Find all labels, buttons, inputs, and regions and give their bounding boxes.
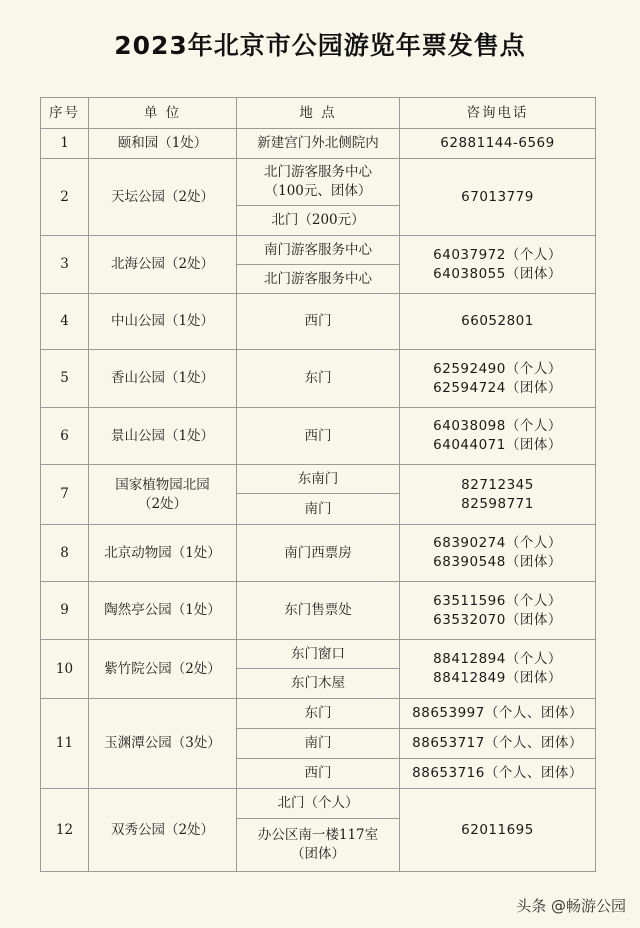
row-location: 南门游客服务中心 — [237, 236, 400, 265]
row-unit: 双秀公园（2处） — [89, 789, 237, 872]
location-line: （100元、团体） — [264, 183, 372, 199]
row-phone: 67013779 — [400, 159, 596, 236]
row-location: 东门窗口 — [237, 640, 400, 669]
row-unit: 香山公园（1处） — [89, 350, 237, 408]
header-seq: 序号 — [41, 98, 89, 129]
row-seq: 4 — [41, 294, 89, 350]
ticket-outlets-table — [40, 97, 596, 872]
row-phone: 88653997（个人、团体） — [400, 699, 596, 729]
row-seq: 5 — [41, 350, 89, 408]
row-unit: 北海公园（2处） — [89, 236, 237, 294]
phone-line: 68390548（团体） — [433, 554, 562, 570]
row-phone — [400, 640, 596, 699]
row-seq: 8 — [41, 525, 89, 582]
phone-line: 68390274（个人） — [433, 535, 562, 551]
table-row — [41, 236, 596, 265]
location-line: （团体） — [291, 846, 345, 862]
phone-line: 64038055（团体） — [433, 265, 562, 282]
row-phone: 62011695 — [400, 789, 596, 872]
row-location — [237, 159, 400, 206]
row-unit: 天坛公园（2处） — [89, 159, 237, 236]
header-unit: 单 位 — [89, 98, 237, 129]
phone-line: 62592490（个人） — [433, 360, 562, 377]
phone-line: 88412894（个人） — [433, 651, 562, 667]
row-location: 新建宫门外北侧院内 — [237, 129, 400, 159]
row-location: 北门（个人） — [237, 789, 400, 819]
phone-line: 82598771 — [461, 495, 534, 512]
table-row — [41, 294, 596, 350]
phone-line: 64037972（个人） — [433, 246, 562, 263]
location-line: 办公区南一楼117室 — [257, 827, 379, 843]
row-location: 东南门 — [237, 465, 400, 494]
row-seq: 10 — [41, 640, 89, 699]
row-seq: 12 — [41, 789, 89, 872]
row-phone — [400, 408, 596, 465]
page-title: 2023年北京市公园游览年票发售点 — [114, 31, 526, 60]
row-location: 南门 — [237, 729, 400, 759]
table-row — [41, 699, 596, 729]
row-seq: 2 — [41, 159, 89, 236]
row-seq: 1 — [41, 129, 89, 159]
phone-line: 63532070（团体） — [433, 611, 562, 628]
row-location: 南门西票房 — [237, 525, 400, 582]
row-unit: 陶然亭公园（1处） — [89, 582, 237, 640]
row-unit: 景山公园（1处） — [89, 408, 237, 465]
row-unit: 中山公园（1处） — [89, 294, 237, 350]
row-location: 南门 — [237, 494, 400, 525]
table-row — [41, 789, 596, 819]
row-seq: 3 — [41, 236, 89, 294]
table-row — [41, 582, 596, 640]
phone-line: 63511596（个人） — [433, 592, 562, 609]
row-unit: 紫竹院公园（2处） — [89, 640, 237, 699]
table-header-row — [41, 98, 596, 129]
watermark: 头条 @畅游公园 — [516, 897, 626, 915]
row-location: 东门 — [237, 350, 400, 408]
phone-line: 88412849（团体） — [433, 670, 562, 686]
row-location: 西门 — [237, 759, 400, 789]
phone-line: 82712345 — [461, 476, 534, 493]
row-phone: 88653717（个人、团体） — [400, 729, 596, 759]
location-line: 北门游客服务中心 — [264, 164, 372, 180]
phone-line: 64044071（团体） — [433, 437, 562, 453]
row-location: 北门游客服务中心 — [237, 265, 400, 294]
table-row — [41, 640, 596, 669]
unit-line: （2处） — [137, 495, 188, 512]
row-phone — [400, 236, 596, 294]
row-phone — [400, 350, 596, 408]
row-location: 东门木屋 — [237, 669, 400, 699]
row-location: 东门售票处 — [237, 582, 400, 640]
table-row — [41, 350, 596, 408]
row-location: 北门（200元） — [237, 206, 400, 236]
row-phone: 88653716（个人、团体） — [400, 759, 596, 789]
table-row — [41, 129, 596, 159]
table-row — [41, 159, 596, 206]
table-row — [41, 465, 596, 494]
row-seq: 9 — [41, 582, 89, 640]
phone-line: 64038098（个人） — [433, 418, 562, 434]
row-phone — [400, 465, 596, 525]
row-seq: 7 — [41, 465, 89, 525]
row-location: 西门 — [237, 408, 400, 465]
row-unit: 颐和园（1处） — [89, 129, 237, 159]
row-unit: 北京动物园（1处） — [89, 525, 237, 582]
row-unit: 玉渊潭公园（3处） — [89, 699, 237, 789]
row-phone — [400, 525, 596, 582]
unit-line: 国家植物园北园 — [115, 476, 210, 493]
header-location: 地 点 — [237, 98, 400, 129]
phone-line: 62594724（团体） — [433, 379, 562, 396]
table-row — [41, 525, 596, 582]
row-phone: 62881144-6569 — [400, 129, 596, 159]
table-row — [41, 408, 596, 465]
row-phone — [400, 582, 596, 640]
row-location: 西门 — [237, 294, 400, 350]
row-location: 东门 — [237, 699, 400, 729]
row-seq: 6 — [41, 408, 89, 465]
row-phone: 66052801 — [400, 294, 596, 350]
header-phone: 咨询电话 — [400, 98, 596, 129]
row-seq: 11 — [41, 699, 89, 789]
row-unit — [89, 465, 237, 525]
row-location — [237, 819, 400, 872]
